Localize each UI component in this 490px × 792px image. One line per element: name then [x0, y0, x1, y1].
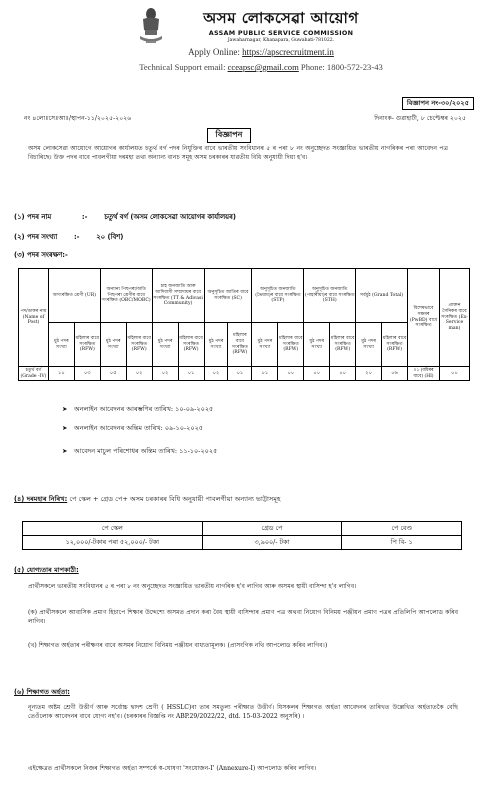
date-item: [62, 447, 217, 456]
education-paragraph-1: নূন্যতম অষ্টম শ্ৰেণী উত্তীৰ্ণ আৰু সৰ্বোচ্চ দ্বাদশ শ্ৰেণী ( HSSLC)বা তাৰ সমতুল্য পৰীক্ষাত উত্তীৰ্ণ। যিসকলৰ শিক্ষাগত অৰ্হতা আবেদনৰ তাৰিখত উল্লেখিত অৰ্হতাতকৈ বেছি তেওঁলোক আবেদনৰ বাবে যোগ্য নহ'ব। (চৰকাৰৰ বিজ্ঞপ্তি নং ABP.29/2022/22, dtd. 15-03-2022 অনুসৰি) ।: [28, 704, 458, 721]
reservation-label: (৩) পদৰ সংৰক্ষণ:-: [14, 251, 68, 259]
table-values-row: [19, 367, 470, 381]
eligibility-paragraph-1: প্ৰাৰ্থীসকলে ভাৰতীয় সংবিধানৰ ৫ ৰ পৰা ৮ নং অনুচ্ছেদত সংজ্ঞায়িত ভাৰতীয় নাগৰিক হ'ব লাগিব আৰু অসমৰ স্থায়ী বাসিন্দা হ'ব লাগিব।: [28, 583, 357, 590]
arrow-right-icon: ➤: [62, 447, 68, 455]
education-label: (৬) শিক্ষাগত অৰ্হতা:: [14, 688, 70, 696]
date-text: অনলাইন আবেদনৰ আৰম্ভণিৰ তাৰিখ: ১০-০৯-২০২৫: [74, 405, 214, 413]
commission-address: Jawaharnagar, Khanapara, Guwahati-781022.: [227, 38, 335, 43]
sub-total-header: মুঠ পদৰ সংখ্যা: [152, 323, 178, 367]
post-name-value: চতুৰ্থ বৰ্গ (অসম লোকসেৱা আয়োগৰ কাৰ্যালয়ৰ): [104, 213, 236, 221]
eligibility-label: (৫) যোগ্যতাৰ মাপকাঠী:: [14, 566, 79, 574]
post-count-row: [14, 233, 123, 242]
main-title-text: বিজ্ঞাপন: [207, 128, 252, 143]
issue-date: দিনাংক- গুৱাহাটী, ৮ চেপ্টেম্বৰ ২০২৫: [374, 115, 466, 122]
reference-number: নং ৪লোঃসেঃআঃ/স্থাপন-১১/২০২৫-২০২৬: [24, 115, 132, 122]
value-cell: ০০: [304, 367, 330, 381]
sub-total-header: মুঠ পদৰ সংখ্যা: [304, 323, 330, 367]
pay-label: (৪) দৰমহাৰ নিৰিখ:: [14, 495, 68, 503]
support-phone: Phone: 1800-572-23-43: [298, 62, 383, 72]
table-subheader-row: [19, 323, 470, 367]
value-cell: ০৫: [100, 367, 126, 381]
date-item: [62, 405, 213, 414]
table-header-row: [19, 269, 470, 323]
date-text: আবেদন মাচুল পৰিশোধৰ অন্তিম তাৰিখ: ১১-১০-২০২৫: [74, 447, 218, 455]
support-email-label: Technical Support email:: [139, 62, 228, 72]
sub-women-header: মহিলাৰ বাবে সংৰক্ষিত (RFW): [278, 323, 304, 367]
col-tt-header: চাহ জনজাতি আৰু আদিবাসী সম্প্ৰদায়ৰ বাবে সংৰক্ষিত (TT & Adivasi Community): [152, 269, 204, 323]
value-cell: ২০: [356, 367, 382, 381]
post-name-row: [14, 213, 236, 222]
pay-text: পে স্কেল + গ্ৰেড পে+ অসম চৰকাৰৰ বিধি অনুযায়ী পাবলগীয়া অন্যান্য ভাট্টাসমূহ: [67, 495, 281, 503]
value-cell: ০২: [152, 367, 178, 381]
value-cell: ০৩: [74, 367, 100, 381]
arrow-right-icon: ➤: [62, 405, 68, 413]
main-title: [0, 128, 458, 143]
value-cell: ০১: [228, 367, 252, 381]
apply-online-label: Apply Online:: [188, 47, 243, 57]
sub-total-header: মুঠ পদৰ সংখ্যা: [356, 323, 382, 367]
post-name-cell: চতুৰ্থ বৰ্গ (Grade -IV): [20, 367, 47, 379]
value-cell: ০২: [126, 367, 152, 381]
value-cell: ১০: [48, 367, 74, 381]
arrow-right-icon: ➤: [62, 424, 68, 432]
date-text: অনলাইন আবেদনৰ অন্তিম তাৰিখ: ০৯-১০-২০২৫: [74, 424, 204, 432]
commission-title-english: ASSAM PUBLIC SERVICE COMMISSION: [208, 29, 354, 37]
col-total-header: সৰ্বমুঠ (Grand Total): [356, 269, 408, 323]
intro-paragraph: অসম লোকসেৱা আয়োগে আয়োগৰ কাৰ্যালয়ত চতুৰ্থ বৰ্গ পদৰ নিযুক্তিৰ বাবে ভাৰতীয় সংবিধানৰ ৫ ৰ পৰা ৮ নং অনুচ্ছেদত সংজ্ঞায়িত ভাৰতীয় নাগৰিকৰ পৰা আবেদন পত্ৰ বিচাৰিছে। উক্ত পদৰ বাবে পাবলগীয়া দৰমহা তথা অন্যান্য বানচ সমূহ অসম চৰকাৰৰ যাৱতীয় বিধি অনুযায়ী দিয়া হ'ব।: [28, 145, 448, 162]
sub-total-header: মুঠ পদৰ সংখ্যা: [252, 323, 278, 367]
education-paragraph-2: এইক্ষেত্ৰত প্ৰাৰ্থীসকলে নিজৰ শিক্ষাগত অৰ্হতা সম্পৰ্কে স্ব-ঘোষণা 'সংযোজন-I' (Annexure-I) আপলোড কৰিব লাগিব।: [28, 765, 317, 772]
col-obc-header: অন্যান্য পিছপৰা/অতি পিছপৰা শ্ৰেণীৰ বাবে সংৰক্ষিত (OBC/MOBC): [100, 269, 152, 323]
pay-section: [14, 495, 280, 504]
value-cell: ০০: [278, 367, 304, 381]
advertisement-number: বিজ্ঞাপন নং-৩০/২০২৫: [402, 97, 474, 110]
education-heading: [14, 688, 70, 697]
sub-total-header: মুঠ পদৰ সংখ্যা: [100, 323, 126, 367]
value-cell: ০১: [252, 367, 278, 381]
apsc-emblem-icon: [134, 6, 168, 46]
grade-pay-value: ৩,৯০০/- টকা: [202, 536, 342, 550]
sub-women-header: মহিলাৰ বাবে সংৰক্ষিত (RFW): [330, 323, 356, 367]
reservation-table: [18, 268, 470, 381]
pwbd-cell: ০১ (বধিৰৰ বাবে) (HI): [408, 367, 440, 381]
col-pwbd-header: বিশেষভাবে সক্ষমৰ (PwBD) বাবে সংৰক্ষিত: [408, 269, 440, 367]
pay-scale-value: ১২,০০০/-টকাৰ পৰা ৫২,০০০/- টকা: [23, 536, 203, 550]
eligibility-heading: [14, 566, 79, 575]
value-cell: ০১: [178, 367, 204, 381]
value-cell: ০৬: [382, 367, 408, 381]
post-name-label: (১) পদৰ নাম: [14, 213, 52, 221]
apply-online-link[interactable]: https://apscrecruitment.in: [242, 47, 334, 57]
col-post-header: পদ/ডাকৰ নাম (Name of Post): [19, 269, 49, 367]
letterhead: [16, 0, 474, 92]
date-item: [62, 424, 203, 433]
col-stp-header: অনুসূচিত জনজাতি (ভৈয়াম)ৰ বাবে সংৰক্ষিত (STP): [252, 269, 304, 323]
col-sth-header: অনুসূচিত জনজাতি (পাহাৰীয়া)ৰ বাবে সংৰক্ষিত (STH): [304, 269, 356, 323]
sub-women-header: মহিলাৰ বাবে সংৰক্ষিত (RFW): [382, 323, 408, 367]
sub-total-header: মুঠ পদৰ সংখ্যা: [204, 323, 228, 367]
col-ur-header: অসংৰক্ষিত শ্ৰেণী (UR): [48, 269, 100, 323]
sub-women-header: মহিলাৰ বাবে সংৰক্ষিত (RFW): [178, 323, 204, 367]
eligibility-paragraph-2: (ক) প্ৰাৰ্থীসকলে আবাসিক প্ৰমাণ হিচাপে শিক্ষাৰ উদ্দেশ্যে অসমত প্ৰদান কৰা বৈধ স্থায়ী বাসিন্দাৰ প্ৰমাণ পত্ৰ অথবা নিয়োগ বিনিময় পঞ্জীয়ন প্ৰমাণ পত্ৰৰ প্ৰতিলিপি আপলোড কৰিব লাগিব।: [28, 609, 458, 626]
sub-women-header: মহিলাৰ বাবে সংৰক্ষিত (RFW): [228, 323, 252, 367]
support-email-link[interactable]: cceapsc@gmail.com: [227, 62, 299, 72]
post-name-sep: :-: [81, 213, 88, 221]
commission-title-assamese: অসম লোকসেৱা আয়োগ: [203, 9, 359, 27]
sub-total-header: মুঠ পদৰ সংখ্যা: [48, 323, 74, 367]
sub-women-header: মহিলাৰ বাবে সংৰক্ষিত (RFW): [126, 323, 152, 367]
col-exsm-header: প্ৰাক্তন সৈনিকৰ বাবে সংৰক্ষিত (Ex-Service man): [439, 269, 469, 367]
pay-band-header: পে বেণ্ড: [342, 522, 462, 536]
post-count-sep: :-: [73, 233, 80, 241]
sub-women-header: মহিলাৰ বাবে সংৰক্ষিত (RFW): [74, 323, 100, 367]
value-cell: ০২: [204, 367, 228, 381]
post-count-label: (২) পদৰ সংখ্যা: [14, 233, 58, 241]
pay-table: [22, 521, 462, 550]
pay-band-value: পি বি- ১: [342, 536, 462, 550]
post-count-value: ২০ (বিশ): [96, 233, 124, 241]
pay-scale-header: পে স্কেল: [23, 522, 203, 536]
eligibility-paragraph-3: (খ) শিক্ষাগত অৰ্হতাৰ পৰীক্ষণৰ বাবে অসমৰ নিয়োগ বিনিময় পঞ্জীয়ন বাধ্যতামূলক। (প্ৰাসংগিক নথি আপলোড কৰিব লাগিব।): [28, 642, 328, 649]
apply-online-line: [16, 46, 490, 58]
col-sc-header: অনুসূচিত জাতিৰ বাবে সংৰক্ষিত (SC): [204, 269, 252, 323]
grade-pay-header: গ্ৰেড পে: [202, 522, 342, 536]
value-cell: ০০: [330, 367, 356, 381]
exsm-cell: ০০: [439, 367, 469, 381]
support-line: [16, 62, 490, 74]
